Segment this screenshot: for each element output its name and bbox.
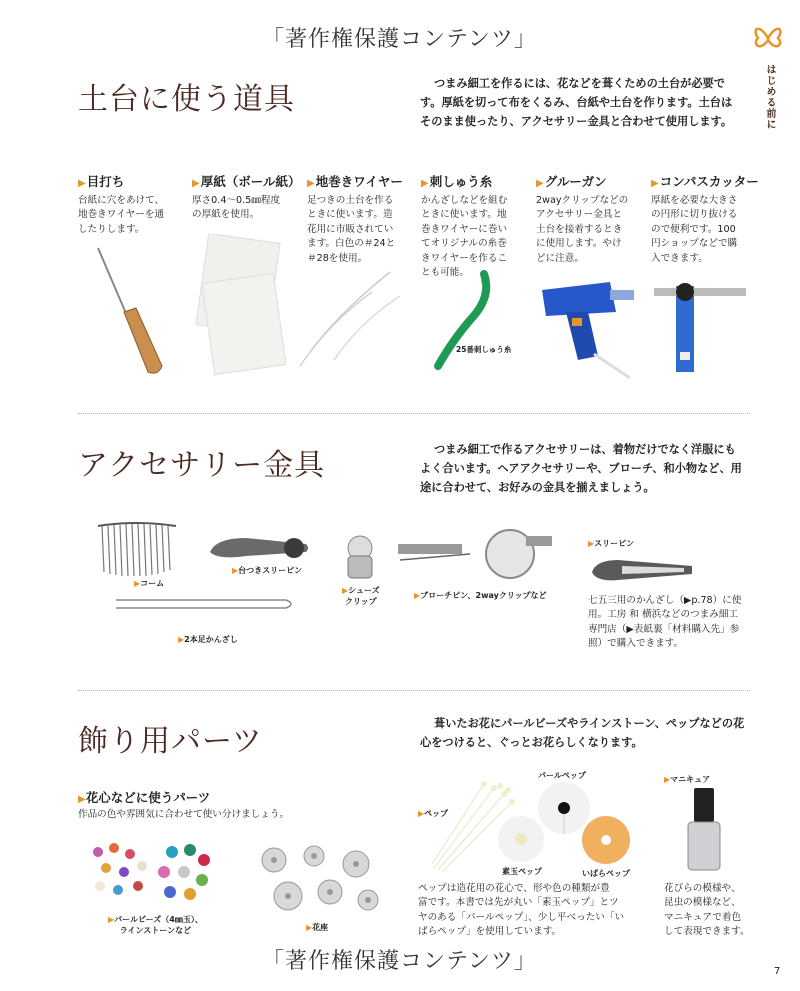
clip-label-text: 台つきスリーピン [238,566,303,575]
tool-desc-line: ます。白色の＃24と [307,238,396,250]
section1-intro [420,74,750,131]
tool-desc-line: 巻きワイヤーに巻い [421,223,508,235]
tool-name: 目打ち [86,174,125,189]
kanzashi-label: ▶2本足かんざし [178,635,238,644]
sleepin-desc-line: 専門店（▶表紙裏「材料購入先」参 [588,623,740,635]
kanzashi-image [114,594,298,618]
page-number: 7 [774,966,781,977]
sleepin-label-text: スリーピン [594,539,635,548]
section1-title: 土台に使う道具 [78,82,295,117]
manicure-desc-line: 昆虫の模様など、 [664,897,741,909]
tool-desc-line: の厚紙を使用。 [192,209,260,221]
manicure-desc [664,882,760,940]
side-tab [752,18,784,130]
tool-wire: ▶地巻きワイヤー 足つきの土台を作る ときに使います。造 花用に市販されてい ます。白色の＃24と ＃28を使用。 [307,172,417,266]
sleepin-desc-line: 照）で購入できます。 [588,638,684,650]
awl-image [90,242,180,382]
manicure-label-text: マニキュア [670,775,711,784]
compass-cutter-image [650,266,750,376]
tool-cardboard: ▶厚紙（ボール紙） 厚さ0.4～0.5㎜程度 の厚紙を使用。 [192,172,302,223]
pep-desc-line: ヤのある「パールペップ」、少し平べったい「い [418,911,625,923]
pep-desc [418,882,650,940]
beads-label-text: ラインストーンなど [119,926,192,935]
sudama-pep-image [496,814,546,864]
comb-image [96,520,178,580]
thread-caption: 25番刺しゅう糸 [456,345,512,354]
tool-desc-line: の円形に切り抜ける [651,209,738,221]
tool-desc-line: アクセサリー金具と [536,209,623,221]
tool-desc-line: ときに使います。地 [421,209,507,221]
tool-name: グルーガン [544,174,607,189]
pep-desc-line: ペップは造花用の花心で、形や色の種類が豊 [418,883,610,894]
tool-desc-line: に使用します。やけ [536,238,622,250]
two-way-clip-image [474,524,554,586]
section1-intro-line: そのまま使ったり、アクセサリー金具と合わせて使用します。 [420,115,733,128]
section3-intro [420,714,750,752]
parts-subhead-text: 花心などに使うパーツ [85,790,211,805]
tool-desc-line: 足つきの土台を作る [307,195,394,206]
tool-desc-line: どに注意。 [536,252,584,264]
comb-label: ▶コーム [134,579,165,588]
sleepin-desc [588,594,758,652]
manicure-bottle-image [684,786,724,876]
sudama-pep-label: 素玉ペップ [502,867,542,876]
brooch-label: ▶ブローチピン、2wayクリップなど [414,591,547,600]
tool-desc-line: てオリジナルの糸巻 [421,238,507,250]
tool-glue-gun: ▶グルーガン 2wayクリップなどの アクセサリー金具と 土台を接着するとき に使用します。やけ どに注意。 [536,172,646,266]
shoes-clip-label-text: シューズ [348,586,380,595]
section2-intro-line: 途に合わせて、お好みの金具を揃えましょう。 [420,481,655,494]
pearl-pep-label: パールペップ [538,771,586,780]
tool-awl: ▶目打ち 台紙に穴をあけて、 地巻きワイヤーを通 したりします。 [78,172,186,237]
tool-name: コンパスカッター [659,174,759,189]
section2-intro-line: よく合います。ヘアアクセサリーや、ブローチ、和小物など、用 [420,462,742,475]
tool-desc-line: 厚さ0.4～0.5㎜程度 [192,195,281,206]
divider [78,413,750,414]
butterfly-logo-icon [752,18,784,56]
clip-label: ▶台つきスリーピン [232,566,303,575]
tool-desc-line: したりします。 [78,223,145,235]
comb-label-text: コーム [140,579,165,588]
tool-name: 地巻きワイヤー [315,174,403,189]
parts-subhead: ▶花心などに使うパーツ [78,790,211,805]
tool-desc-line: 土台を接着するとき [536,223,623,235]
shoes-clip-label: ▶シューズ クリップ [342,586,380,606]
tool-desc-line: ときに使います。造 [307,209,393,221]
beads-image [86,838,216,908]
clip-image [206,532,314,564]
flower-base-label-text: 花座 [312,923,329,932]
brooch-label-text: ブローチピン、2wayクリップなど [420,591,547,600]
flower-base-image [248,840,388,920]
tool-desc-line: ので便利です。100 [651,223,736,235]
tool-desc-line: とも可能。 [421,267,469,279]
tool-desc-line: 入できます。 [651,252,708,264]
shoes-clip-label-text: クリップ [344,597,377,606]
sleepin-desc-line: 用。工房 和 横浜などのつまみ細工 [588,609,739,621]
beads-label: ▶パールビーズ（4㎜玉）、 ラインストーンなど [108,915,203,935]
manicure-desc-line: して表現できます。 [664,926,750,938]
tool-desc-line: ＃28を使用。 [307,252,368,264]
tool-compass-cutter: ▶コンパスカッター 厚紙を必要な大きさ の円形に切り抜ける ので便利です。100 円ショップなどで購 入できます。 [651,172,761,266]
beads-label-text: パールビーズ（4㎜玉）、 [114,915,203,924]
tool-name: 刺しゅう糸 [429,174,493,189]
tool-desc-line: 花用に市販されてい [307,223,394,235]
section1-intro-line: つまみ細工を作るには、花などを葺くための土台が必要で [434,77,725,90]
wire-image [290,262,410,372]
pep-desc-line: ばらペップ」を使用しています。 [418,926,562,938]
section3-intro-line: 心をつけると、ぐっとお花らしくなります。 [420,736,643,749]
tool-desc-line: 地巻きワイヤーを通 [78,209,165,221]
manicure-desc-line: 花びらの模様や、 [664,883,741,894]
parts-subdesc: 作品の色や雰囲気に合わせて使い分けましょう。 [78,809,290,820]
brooch-pin-image [394,534,474,574]
sleepin-label: ▶スリーピン [588,539,635,548]
section2-title: アクセサリー金具 [78,448,326,483]
tool-desc-line: きワイヤーを作るこ [421,252,508,264]
pep-label: ▶ペップ [418,809,449,818]
ibara-pep-label: いばらペップ [582,869,630,878]
flower-base-label: ▶花座 [306,923,329,932]
tool-desc-line: 円ショップなどで購 [651,238,738,250]
thread-image [420,266,520,376]
section3-intro-line: 葺いたお花にパールビーズやラインストーン、ペップなどの花 [434,717,745,730]
pep-desc-line: 富です。本書では先が丸い「素玉ペップ」とツ [418,897,619,909]
shoes-clip-image [340,530,380,582]
watermark-top: 「著作権保護コンテンツ」 [262,27,537,52]
sleepin-desc-line: 七五三用のかんざし（▶p.78）に使 [588,595,742,606]
section2-intro [420,440,750,497]
sleepin-image [588,552,698,588]
section3-title: 飾り用パーツ [78,724,263,759]
tool-desc-line: 2wayクリップなどの [536,195,629,206]
tool-name: 厚紙（ボール紙） [200,174,301,189]
divider [78,690,750,691]
tool-desc-line: かんざしなどを組む [421,195,508,206]
section1-intro-line: す。厚紙を切って布をくるみ、台紙や土台を作ります。土台は [420,96,733,109]
manicure-label: ▶マニキュア [664,775,711,784]
section2-intro-line: つまみ細工で作るアクセサリーは、着物だけでなく洋服にも [434,443,736,456]
tool-desc-line: 台紙に穴をあけて、 [78,195,165,206]
tool-thread: ▶刺しゅう糸 かんざしなどを組む ときに使います。地 巻きワイヤーに巻い てオリジナルの糸巻 きワイヤーを作るこ とも可能。 [421,172,531,280]
tool-desc-line: 厚紙を必要な大きさ [651,195,738,206]
side-tab-label: はじめる前に [764,64,775,130]
ibara-pep-image [580,814,632,866]
cardboard-image [188,234,298,384]
kanzashi-label-text: 2本足かんざし [184,635,238,644]
watermark-bottom: 「著作権保護コンテンツ」 [262,949,537,974]
glue-gun-image [536,270,640,380]
manicure-desc-line: マニキュアで着色 [664,911,742,923]
pep-label-text: ペップ [424,809,449,818]
